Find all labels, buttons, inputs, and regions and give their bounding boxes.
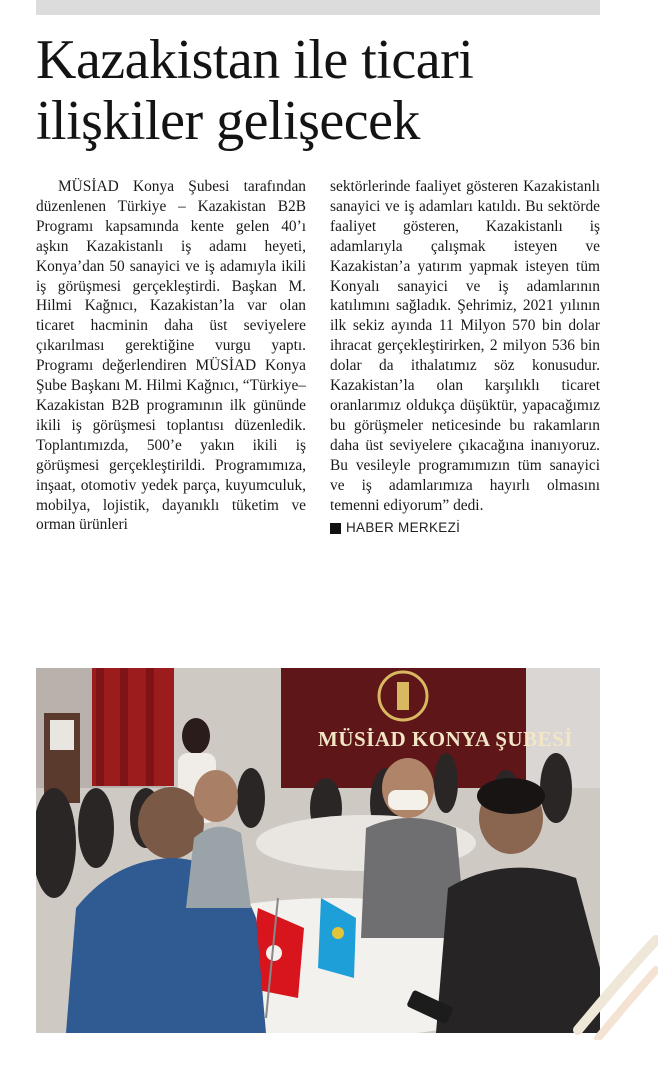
page-corner-watermark — [568, 930, 658, 1040]
headline-line-1: Kazakistan ile ticari — [36, 29, 474, 91]
attendee-head — [182, 718, 210, 754]
attendee-hair — [477, 778, 545, 814]
stage-sign-text: MÜSİAD KONYA ŞUBESİ — [318, 727, 573, 751]
curtain-fold — [146, 668, 154, 786]
curtain-fold — [96, 668, 104, 786]
curtain-fold — [120, 668, 128, 786]
emblem-icon-center — [397, 682, 409, 710]
byline-text: HABER MERKEZİ — [346, 520, 461, 536]
red-curtain — [92, 668, 174, 786]
article-headline — [36, 30, 626, 152]
byline — [330, 518, 600, 538]
article-photo — [36, 668, 600, 1033]
kazakhstan-flag-sun — [332, 927, 344, 939]
byline-square-icon — [330, 523, 341, 534]
article-column-left — [36, 177, 306, 535]
top-banner-strip — [36, 0, 600, 15]
attendee-grey-shirt — [186, 827, 251, 908]
face-mask — [388, 790, 428, 810]
article-paragraph: sektörlerinde faaliyet gösteren Kazakistanlı sanayici ve iş adamları katıldı. Bu sektörde faaliyet gösteren, Kazakistanlı iş adamlarıyla çalışmak isteyen ve Kazakistan’a yatırım yapmak isteyen tüm Konyalı sanayici ve iş adamlarının katılımını sağladık. Şehrimiz, 2021 yılının ilk sekiz ayında 11 Milyon 570 bin dolar ihracat gerçekleştirirken, 2 milyon 536 bin dolar da ithalatımız söz konusudur. Kazakistan’la olan karşılıklı ticaret oranlarımız oldukça düşüktür, yapacağımız bu görüşmeler neticesinde bu rakamların daha üst seviyelere çıkacağına inanıyoruz. Bu vesileyle programımızın tüm sanayici ve iş adamlarımıza hayırlı olmasını temenni ediyorum” dedi. — [330, 178, 600, 514]
meeting-photo-illustration — [36, 668, 600, 1033]
sign-board — [50, 720, 74, 750]
headline-line-2: ilişkiler gelişecek — [36, 90, 420, 152]
article-column-right — [330, 177, 600, 538]
attendee-head — [194, 770, 238, 822]
article-paragraph: MÜSİAD Konya Şubesi tarafından düzenlenen Türkiye – Kazakistan B2B Programı kapsamında kente gelen 40’ı aşkın Kazakistanlı iş adamı heyeti, Konya’dan 50 sanayici ve iş adamıyla ikili iş görüşmesi gerçekleştirdi. Başkan M. Hilmi Kağnıcı, Kazakistan’la var olan ticaret hacminin daha üst seviyelere çıkarılması gerektiğine vurgu yaptı. Programı değerlendiren MÜSİAD Konya Şube Başkanı M. Hilmi Kağnıcı, “Türkiye–Kazakistan B2B programının ilk gününde ikili iş görüşmesi toplantısı düzenledik. Toplantımızda, 500’e yakın ikili iş görüşmesi gerçekleştirildi. Programımıza, inşaat, otomotiv yedek parça, kuyumculuk, mobilya, lojistik, dayanıklı tüketim ve orman ürünleri — [36, 178, 306, 534]
